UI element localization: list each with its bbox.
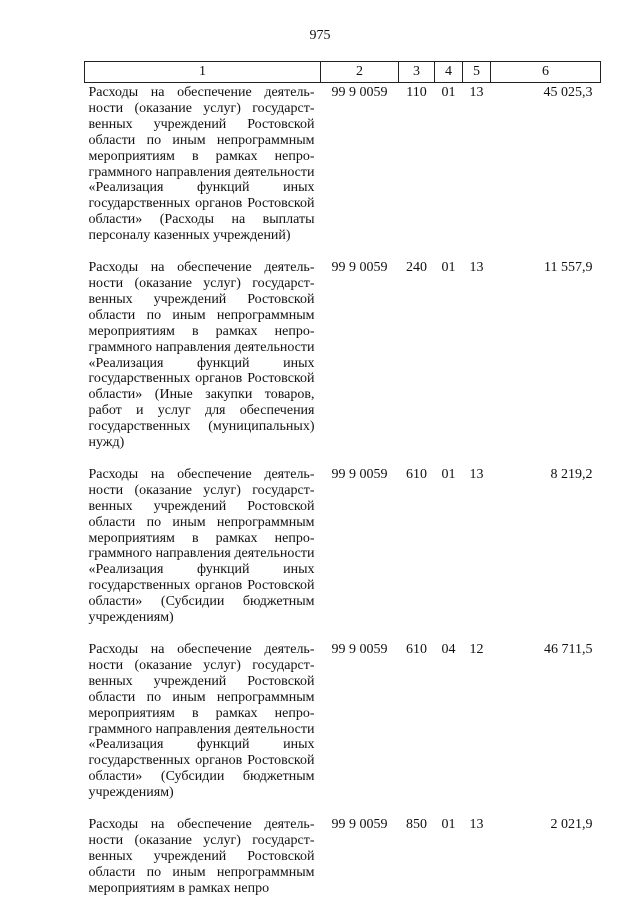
subsection-code: 13 [469, 817, 484, 833]
target-article-code: 99 9 0059 [331, 85, 388, 100]
expense-name: Расходы на обеспечение деятельности (оказание услуг) государственных учреждений Ростовской области по иным непрограммным мероприятиям в рамках непро [88, 817, 315, 896]
subsection-code: 12 [469, 642, 484, 657]
table-row [85, 83, 601, 259]
expense-name: Расходы на обеспечение деятельности (оказание услуг) государственных учреждений Ростовской области по иным непрограммным мероприятиям в рамках непрограммного направления деятельности «Реализация функций иных государственных органов Ростовской области» (Субсидии бюджетным учреждениям) [88, 466, 315, 626]
expense-type-code: 610 [406, 642, 427, 657]
expense-type-code: 610 [406, 466, 427, 482]
budget-table-container [84, 61, 601, 911]
expense-name: Расходы на обеспечение деятельности (оказание услуг) государственных учреждений Ростовской области по иным непрограммным мероприятиям в рамках непрограммного направления деятельности «Реализация функций иных государственных органов Ростовской области» (Расходы на выплаты персоналу казенных учреждений) [88, 85, 315, 244]
amount: 45 025,3 [543, 85, 593, 100]
table-row [85, 258, 601, 465]
table-row [85, 640, 601, 815]
expense-name: Расходы на обеспечение деятельности (оказание услуг) государственных учреждений Ростовской области по иным непрограммным мероприятиям в рамках непрограммного направления деятельности «Реализация функций иных государственных органов Ростовской области» (Субсидии бюджетным учреждениям) [88, 642, 315, 801]
expense-type-code: 850 [406, 817, 427, 833]
amount: 46 711,5 [544, 642, 593, 657]
target-article-code: 99 9 0059 [331, 817, 388, 833]
target-article-code: 99 9 0059 [331, 260, 388, 276]
header-col-3: 3 [399, 62, 435, 83]
expense-name: Расходы на обеспечение деятельности (оказание услуг) государственных учреждений Ростовской области по иным непрограммным мероприятиям в рамках непрограммного направления деятельности «Реализация функций иных государственных органов Ростовской области» (Иные закупки товаров, работ и услуг для обеспечения государственных (муниципальных) нужд) [88, 260, 315, 451]
expense-type-code: 110 [406, 85, 427, 100]
subsection-code: 13 [469, 85, 484, 100]
expense-type-code: 240 [406, 260, 427, 276]
subsection-code: 13 [469, 260, 484, 276]
amount: 11 557,9 [544, 260, 593, 276]
page-number: 975 [309, 28, 331, 43]
table-header [85, 62, 601, 83]
table-body [85, 83, 601, 911]
section-code: 01 [441, 817, 456, 833]
section-code: 01 [441, 466, 456, 482]
header-col-4: 4 [435, 62, 463, 83]
table-row [85, 465, 601, 640]
table-row [85, 815, 601, 911]
section-code: 01 [441, 260, 456, 276]
section-code: 01 [441, 85, 456, 100]
header-col-1: 1 [85, 62, 321, 83]
header-col-2: 2 [321, 62, 399, 83]
budget-table [84, 61, 601, 911]
subsection-code: 13 [469, 466, 484, 482]
amount: 8 219,2 [550, 466, 593, 482]
header-col-6: 6 [491, 62, 601, 83]
section-code: 04 [441, 642, 456, 657]
amount: 2 021,9 [550, 817, 593, 833]
target-article-code: 99 9 0059 [331, 466, 388, 482]
header-col-5: 5 [463, 62, 491, 83]
target-article-code: 99 9 0059 [331, 642, 388, 657]
header-row [85, 62, 601, 83]
